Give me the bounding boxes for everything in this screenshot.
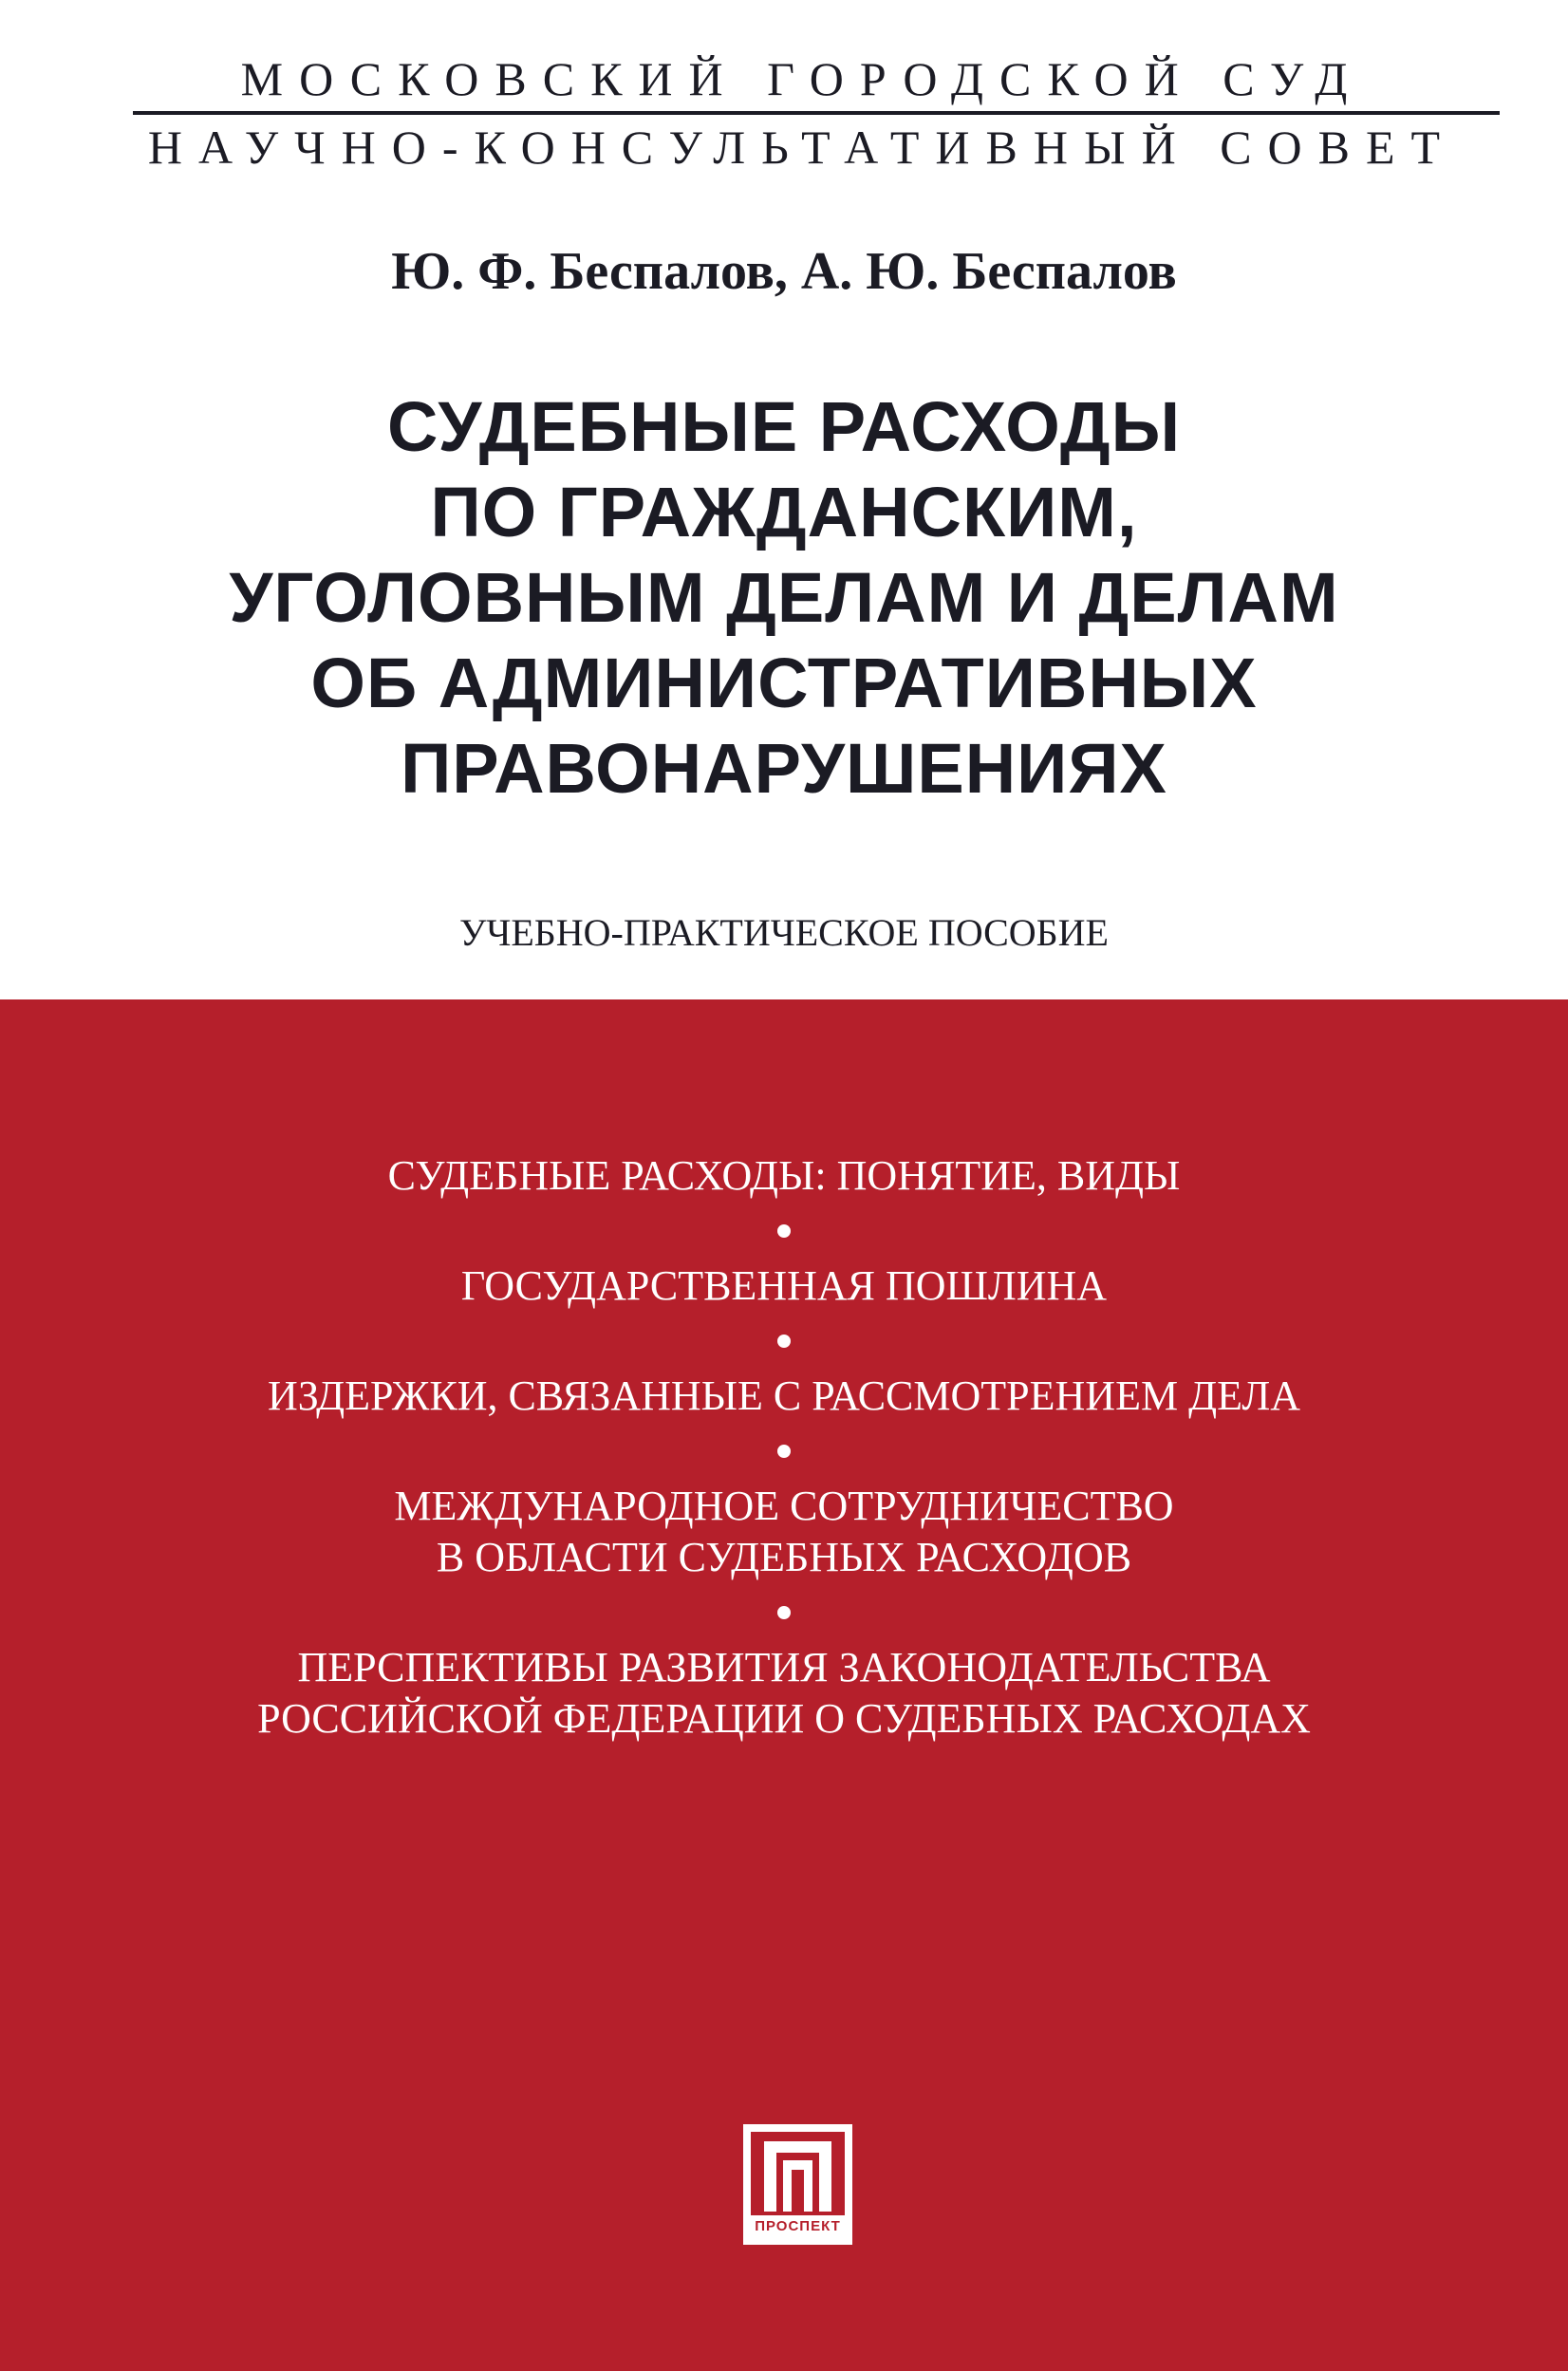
publisher-line-2: НАУЧНО-КОНСУЛЬТАТИВНЫЙ СОВЕТ xyxy=(147,121,1457,174)
title-line: ПРАВОНАРУШЕНИЯХ xyxy=(401,729,1167,808)
authors: Ю. Ф. Беспалов, А. Ю. Беспалов xyxy=(391,242,1177,301)
publisher-line-1: МОСКОВСКИЙ ГОРОДСКОЙ СУД xyxy=(240,52,1364,105)
topic-item: СУДЕБНЫЕ РАСХОДЫ: ПОНЯТИЕ, ВИДЫ xyxy=(387,1152,1181,1199)
bullet-dot xyxy=(777,1606,791,1619)
title-line: ПО ГРАЖДАНСКИМ, xyxy=(430,473,1138,551)
publisher-logo-text: ПРОСПЕКТ xyxy=(755,2218,841,2234)
title-line: СУДЕБНЫЕ РАСХОДЫ xyxy=(386,387,1182,466)
topic-item: ПЕРСПЕКТИВЫ РАЗВИТИЯ ЗАКОНОДАТЕЛЬСТВА xyxy=(297,1644,1271,1690)
book-subtitle: УЧЕБНО-ПРАКТИЧЕСКОЕ ПОСОБИЕ xyxy=(459,911,1109,954)
publisher-divider xyxy=(133,111,1500,115)
logo-arch-icon xyxy=(751,2132,845,2215)
title-line: ОБ АДМИНИСТРАТИВНЫХ xyxy=(310,644,1258,722)
topic-item: ИЗДЕРЖКИ, СВЯЗАННЫЕ С РАССМОТРЕНИЕМ ДЕЛА xyxy=(267,1372,1301,1419)
bullet-dot xyxy=(777,1224,791,1238)
topic-item: ГОСУДАРСТВЕННАЯ ПОШЛИНА xyxy=(460,1262,1108,1309)
cover-top-section xyxy=(0,0,1568,999)
title-line: УГОЛОВНЫМ ДЕЛАМ И ДЕЛАМ xyxy=(229,558,1339,637)
topic-item: В ОБЛАСТИ СУДЕБНЫХ РАСХОДОВ xyxy=(436,1534,1132,1580)
bullet-dot xyxy=(777,1335,791,1348)
topics-list xyxy=(0,1150,1568,1745)
book-title xyxy=(0,384,1568,812)
topic-item: МЕЖДУНАРОДНОЕ СОТРУДНИЧЕСТВО xyxy=(394,1483,1174,1529)
topic-item: РОССИЙСКОЙ ФЕДЕРАЦИИ О СУДЕБНЫХ РАСХОДАХ xyxy=(257,1695,1311,1742)
bullet-dot xyxy=(777,1445,791,1458)
